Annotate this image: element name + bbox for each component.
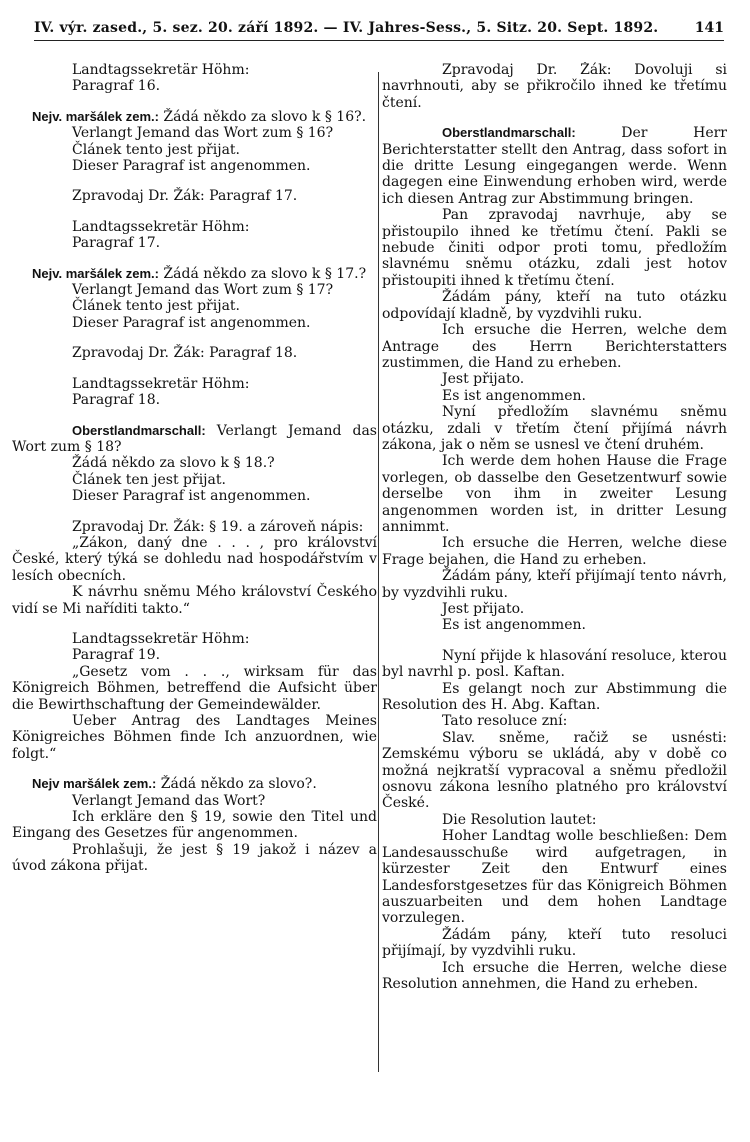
paragraph-text: Landtagssekretär Höhm: [72,218,250,235]
speaker-name: Nejv. maršálek zem.: [32,108,159,124]
paragraph-text: Prohlašuji, že jest § 19 jakož i název a úvod zákona přijat. [12,841,377,875]
paragraph [12,298,377,314]
paragraph-text: Ich ersuche die Herren, welche dem Antrage des Herrn Berichterstatters zustimmen, die Hand zu erheben. [382,322,727,371]
paragraph [12,315,377,331]
paragraph-gap [12,174,377,188]
paragraph [12,793,377,809]
paragraph-gap [382,634,727,648]
paragraph [12,631,377,647]
paragraph-text: Landtagssekretär Höhm: [72,375,250,392]
paragraph [12,142,377,158]
paragraph [12,282,377,298]
paragraph [12,158,377,174]
paragraph-gap [12,362,377,376]
paragraph [12,472,377,488]
paragraph-text: Ich ersuche die Herren, welche diese Resolution annehmen, die Hand zu erheben. [382,959,727,992]
paragraph-text: Paragraf 19. [72,647,161,664]
paragraph [382,125,727,207]
paragraph-text: Verlangt Jemand das Wort zum § 17? [72,282,334,299]
paragraph [12,713,377,762]
paragraph-text: Verlangt Jemand das Wort? [72,792,266,809]
paragraph [382,617,727,633]
paragraph-text: Die Resolution lautet: [442,811,597,828]
paragraph-text: Paragraf 16. [72,78,161,95]
paragraph [12,78,377,94]
paragraph [12,519,377,535]
paragraph-text: Zpravodaj Dr. Žák: Paragraf 18. [72,345,298,362]
paragraph [12,776,377,792]
paragraph-text: Verlangt Jemand das Wort zum § 16? [72,125,334,142]
paragraph-text: Žádám pány, kteří přijímají tento návrh, by vyzdvihli ruku. [382,568,727,601]
paragraph-text: Jest přijato. [442,601,525,617]
paragraph [382,207,727,289]
paragraph [12,125,377,141]
paragraph-gap [12,409,377,423]
speaker-name: Oberstlandmarschall: [72,422,206,438]
paragraph-text: Článek tento jest přijat. [72,141,240,158]
paragraph [12,423,377,456]
paragraph-text: Dieser Paragraf ist angenommen. [72,158,311,175]
paragraph-text: Paragraf 17. [72,235,161,252]
paragraph [12,455,377,471]
paragraph-gap [12,331,377,345]
column-divider [378,72,379,1072]
paragraph-text: Ich ersuche die Herren, welche diese Frage bejahen, die Hand zu erheben. [382,535,727,568]
paragraph-text: Nyní předložím slavnému sněmu otázku, zdali v třetím čtení přijímá návrh zákona, jak o něm se usnesl ve čtení druhém. [382,404,727,453]
paragraph-text: K návrhu sněmu Mého království Českého vidí se Mi naříditi takto.“ [12,584,377,617]
paragraph-text: Žádám pány, kteří na tuto otázku odpovídají kladně, by vyzdvihli ruku. [382,289,727,322]
paragraph [12,842,377,875]
paragraph [12,647,377,663]
paragraph [12,345,377,361]
paragraph [12,809,377,842]
paragraph [382,812,727,828]
paragraph-text: Článek ten jest přijat. [72,471,226,488]
paragraph-text: Ich werde dem hohen Hause die Frage vorlegen, ob dasselbe den Gesetzentwurf sowie derselbe von ihm in zweiter Lesung angenommen worden ist, in dritter Lesung annimmt. [382,453,727,535]
running-header [34,18,724,41]
paragraph-text: Tato resoluce zní: [442,713,568,730]
paragraph [12,219,377,235]
paragraph-text: Článek tento jest přijat. [72,298,240,315]
paragraph [12,488,377,504]
paragraph [12,376,377,392]
paragraph [382,960,727,993]
paragraph [382,568,727,601]
paragraph-text: Nyní přijde k hlasování resoluce, kterou byl navrhl p. posl. Kaftan. [382,647,727,681]
speaker-name: Nejv maršálek zem.: [32,776,157,792]
right-column [382,62,727,1132]
paragraph [12,392,377,408]
paragraph [382,927,727,960]
paragraph [382,601,727,617]
paragraph [382,388,727,404]
paragraph-text: Pan zpravodaj navrhuje, aby se přistoupilo ihned ke třetímu čtení. Pakli se nebude činiti odpor proti tomu, předložím slavnému sněmu otázku, zdali jest hotov přistoupiti ihned k třetímu čtení. [382,207,727,289]
paragraph-text: „Zákon, daný dne . . . , pro království České, který týká se dohledu nad hospodářstvím v lesích obecních. [12,534,377,584]
paragraph [382,404,727,453]
paragraph-text: Ich erkläre den § 19, sowie den Titel und Eingang des Gesetzes für angenommen. [12,809,377,842]
paragraph-text: „Gesetz vom . . ., wirksam für das Königreich Böhmen, betreffend die Aufsicht über die Bewirthschaftung der Gemeindewälder. [12,663,377,713]
paragraph [382,289,727,322]
paragraph-text: Dieser Paragraf ist angenommen. [72,488,311,505]
paragraph-gap [12,505,377,519]
paragraph-text: Zpravodaj Dr. Žák: Dovoluji si navrhnouti, aby se přikročilo ihned ke třetímu čtení. [382,62,727,111]
paragraph-text: Landtagssekretär Höhm: [72,630,250,647]
left-column [12,62,377,1132]
paragraph-gap [12,95,377,109]
paragraph-text: Zpravodaj Dr. Žák: Paragraf 17. [72,188,298,205]
paragraph-text: Verlangt Jemand das Wort zum § 18? [12,422,377,455]
paragraph [382,322,727,371]
paragraph [12,109,377,125]
paragraph [12,535,377,584]
paragraph-text: Jest přijato. [442,371,525,388]
speaker-name: Nejv. maršálek zem.: [32,265,159,281]
paragraph-text: Dieser Paragraf ist angenommen. [72,314,311,331]
paragraph [382,828,727,926]
paragraph [12,584,377,617]
header-text: IV. výr. zased., 5. sez. 20. září 1892. — IV. Jahres-Sess., 5. Sitz. 20. Sept. 1892. [34,20,659,36]
paragraph [382,648,727,681]
paragraph-text: Žádám pány, kteří tuto resoluci přijímají, by vyzdvihli ruku. [382,926,727,960]
speaker-name: Oberstlandmarschall: [442,125,576,141]
paragraph [12,235,377,251]
paragraph-text: Slav. sněme, račiž se usnésti: Zemskému výboru se ukládá, aby v době co možná nejkratší vypracoval a sněmu předložil osnovu zákona lesního platného pro království České. [382,729,727,812]
paragraph [382,453,727,535]
paragraph-gap [12,252,377,266]
paragraph-text: Es gelangt noch zur Abstimmung die Resolution des H. Abg. Kaftan. [382,680,727,714]
paragraph [382,713,727,729]
paragraph [12,664,377,713]
paragraph-text: Žádá někdo za slovo k § 18.? [72,455,275,472]
paragraph-text: Hoher Landtag wolle beschließen: Dem Landesausschuße wird aufgetragen, in kürzester Zeit den Entwurf eines Landesforstgesetzes für das Königreich Böhmen auszuarbeiten und dem hohen Landtage vorzulegen. [382,828,727,927]
paragraph [382,62,727,111]
paragraph-text: Žádá někdo za slovo k § 17.? [158,265,367,282]
paragraph-text: Ueber Antrag des Landtages Meines Königreiches Böhmen finde Ich anzuordnen, wie folgt.“ [12,713,377,762]
paragraph-text: Landtagssekretär Höhm: [72,62,250,78]
paragraph [382,730,727,812]
paragraph-gap [12,762,377,776]
paragraph [12,266,377,282]
paragraph-text: Es ist angenommen. [442,617,586,634]
paragraph [12,188,377,204]
paragraph-text: Zpravodaj Dr. Žák: § 19. a zároveň nápis: [72,518,364,535]
paragraph-text: Es ist angenommen. [442,387,586,404]
paragraph-text: Žádá někdo za slovo?. [156,776,317,793]
paragraph-gap [12,205,377,219]
paragraph-gap [382,111,727,125]
paragraph [382,681,727,714]
paragraph-text: Paragraf 18. [72,392,161,409]
paragraph-text: Žádá někdo za slovo k § 16?. [158,108,367,125]
paragraph [382,535,727,568]
paragraph-text: Der Herr Berichterstatter stellt den Antrag, dass sofort in die dritte Lesung eingegangen werde. Wenn dagegen eine Einwendung erhoben wird, werde ich diesen Antrag zur Abstimmung bringen. [382,125,727,207]
paragraph-gap [12,617,377,631]
paragraph [382,371,727,387]
page-number: 141 [694,20,724,36]
paragraph [12,62,377,78]
